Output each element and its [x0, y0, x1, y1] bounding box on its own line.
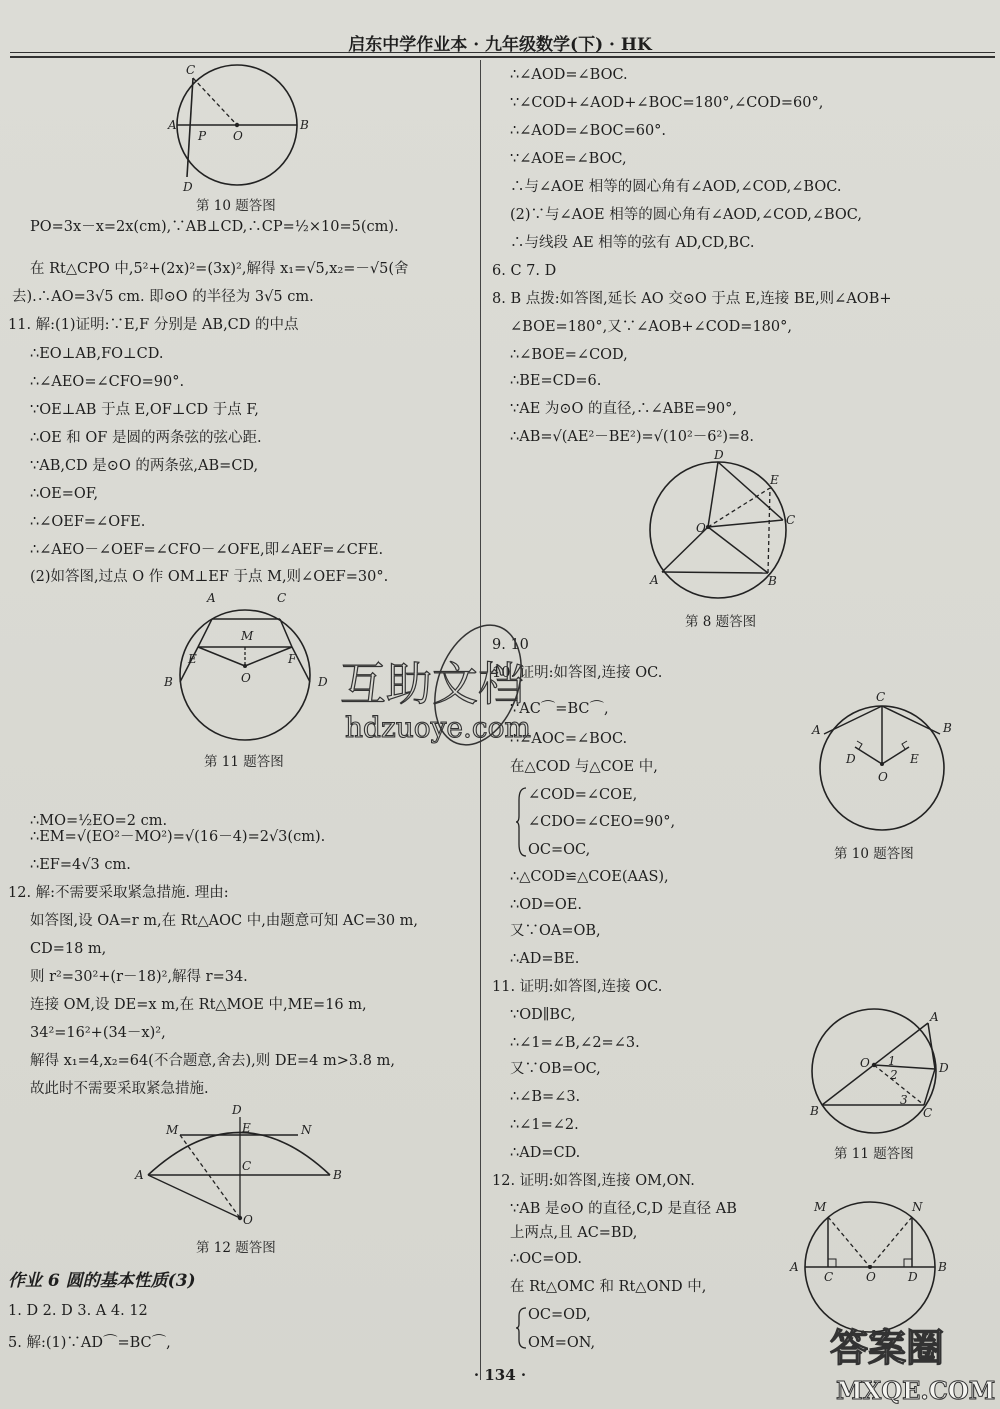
- text-line: OM=ON,: [528, 1335, 596, 1351]
- label-E: E: [770, 473, 779, 487]
- text-line: 12. 解:不需要采取紧急措施. 理由:: [8, 885, 229, 901]
- page-header: 启东中学作业本 · 九年级数学(下) · HK: [348, 35, 652, 55]
- logo-url: MXQE.COM: [836, 1376, 996, 1405]
- label-O: O: [233, 129, 243, 143]
- label-O: O: [860, 1056, 870, 1070]
- header-rule-thick: [10, 56, 995, 58]
- label-B: B: [164, 675, 173, 689]
- label-C: C: [876, 690, 886, 704]
- label-D: D: [908, 1270, 918, 1284]
- text-line: ∵AB 是⊙O 的直径,C,D 是直径 AB: [510, 1201, 737, 1217]
- text-line: ∴BE=CD=6.: [510, 373, 602, 389]
- label-N: N: [301, 1123, 312, 1137]
- text-line: ∴∠1=∠B,∠2=∠3.: [510, 1035, 640, 1051]
- label-D: D: [939, 1061, 949, 1075]
- text-line: ∴AB=√(AE²－BE²)=√(10²－6²)=8.: [510, 429, 754, 445]
- label-C: C: [277, 591, 287, 605]
- text-line: ∴∠AEO－∠OEF=∠CFO－∠OFE,即∠AEF=∠CFE.: [30, 542, 384, 558]
- text-line: ∴OD=OE.: [510, 897, 582, 913]
- label-C: C: [186, 63, 196, 77]
- logo-chars: 答案圈: [830, 1325, 945, 1370]
- text-line: ∴EM=√(EO²－MO²)=√(16－4)=2√3(cm).: [30, 829, 326, 845]
- text-line: ∴OE=OF,: [30, 486, 99, 502]
- text-line: ∴与∠AOE 相等的圆心角有∠AOD,∠COD,∠BOC.: [510, 179, 842, 195]
- label-A: A: [790, 1260, 799, 1274]
- label-C: C: [824, 1270, 834, 1284]
- text-line: ∴OC=OD.: [510, 1251, 582, 1267]
- text-line: (2)∵与∠AOE 相等的圆心角有∠AOD,∠COD,∠BOC,: [510, 207, 862, 223]
- section-title: 作业 6 圆的基本性质(3): [8, 1271, 196, 1291]
- caption-fig11-right: 第 11 题答图: [834, 1146, 914, 1162]
- label-A: A: [930, 1010, 939, 1024]
- label-3: 3: [900, 1093, 908, 1107]
- text-line: 10. 证明:如答图,连接 OC.: [492, 665, 663, 681]
- text-line: ∵AB,CD 是⊙O 的两条弦,AB=CD,: [30, 458, 259, 474]
- text-line: ∴EF=4√3 cm.: [30, 857, 131, 873]
- text-line: 在 Rt△OMC 和 Rt△OND 中,: [510, 1279, 707, 1295]
- label-M: M: [814, 1200, 827, 1214]
- text-line: ∴与线段 AE 相等的弦有 AD,CD,BC.: [510, 235, 755, 251]
- label-D: D: [318, 675, 328, 689]
- label-B: B: [768, 574, 777, 588]
- text-line: (2)如答图,过点 O 作 OM⊥EF 于点 M,则∠OEF=30°.: [30, 569, 389, 585]
- watermark: [330, 615, 590, 790]
- text-line: ∴AD=CD.: [510, 1145, 581, 1161]
- text-line: ∴∠BOE=∠COD,: [510, 347, 628, 363]
- text-line: 8. B 点拨:如答图,延长 AO 交⊙O 于点 E,连接 BE,则∠AOB+: [492, 291, 892, 307]
- brace: [516, 786, 528, 858]
- text-line: 上两点,且 AC=BD,: [510, 1225, 638, 1241]
- label-A: A: [168, 118, 177, 132]
- text-line: ∠CDO=∠CEO=90°,: [528, 814, 676, 830]
- text-line: OC=OD,: [528, 1307, 591, 1323]
- figure-12-left: [130, 1100, 350, 1230]
- text-line: ∠COD=∠COE,: [528, 787, 638, 803]
- label-F: F: [288, 652, 297, 666]
- page-number: · 134 ·: [473, 1366, 527, 1384]
- text-line: 在 Rt△CPO 中,5²+(2x)²=(3x)²,解得 x₁=√5,x₂=－√5(舍: [30, 261, 409, 277]
- text-line: ∴∠B=∠3.: [510, 1089, 581, 1105]
- figure-10-left: [150, 60, 340, 195]
- text-line: 又∵OB=OC,: [510, 1061, 601, 1077]
- text-line: 5. 解:(1)∵AD⌒=BC⌒,: [8, 1335, 171, 1351]
- text-line: 34²=16²+(34－x)²,: [30, 1025, 166, 1041]
- label-B: B: [938, 1260, 947, 1274]
- watermark-url: hdzuoye.com: [345, 711, 531, 744]
- text-line: ∴∠AOD=∠BOC.: [510, 67, 628, 83]
- label-M: M: [166, 1123, 179, 1137]
- figure-11-left: [160, 590, 340, 745]
- label-A: A: [207, 591, 216, 605]
- text-line: 解得 x₁=4,x₂=64(不合题意,舍去),则 DE=4 m>3.8 m,: [30, 1053, 395, 1069]
- header-rule: [10, 52, 995, 53]
- text-line: ∴△COD≌△COE(AAS),: [510, 869, 669, 885]
- text-line: 故此时不需要采取紧急措施.: [30, 1081, 209, 1097]
- text-line: ∵∠AOE=∠BOC,: [510, 151, 627, 167]
- text-line: ∵AE 为⊙O 的直径,∴∠ABE=90°,: [510, 401, 737, 417]
- label-B: B: [333, 1168, 342, 1182]
- text-line: CD=18 m,: [30, 941, 107, 957]
- label-O: O: [696, 521, 706, 535]
- label-M: M: [241, 629, 254, 643]
- caption-fig8-right: 第 8 题答图: [685, 614, 757, 630]
- text-line: 1. D 2. D 3. A 4. 12: [8, 1303, 148, 1319]
- figure-10-right: [810, 688, 960, 833]
- text-line: ∴∠1=∠2.: [510, 1117, 579, 1133]
- text-line: ∠BOE=180°,又∵∠AOB+∠COD=180°,: [510, 319, 792, 335]
- watermark-chars: 互助文档: [340, 657, 524, 711]
- text-line: ∵∠COD+∠AOD+∠BOC=180°,∠COD=60°,: [510, 95, 824, 111]
- label-E: E: [910, 752, 919, 766]
- label-D: D: [183, 180, 193, 194]
- label-D: D: [232, 1103, 242, 1117]
- text-line: ∴∠OEF=∠OFE.: [30, 514, 146, 530]
- text-line: 连接 OM,设 DE=x m,在 Rt△MOE 中,ME=16 m,: [30, 997, 367, 1013]
- text-line: ∴∠AOC=∠BOC.: [510, 731, 628, 747]
- text-line: ∴AD=BE.: [510, 951, 580, 967]
- text-line: ∴MO=½EO=2 cm.: [30, 813, 168, 829]
- text-line: PO=3x－x=2x(cm),∵AB⊥CD,∴CP=½×10=5(cm).: [30, 219, 399, 235]
- label-D: D: [714, 448, 724, 462]
- text-line: ∵OE⊥AB 于点 E,OF⊥CD 于点 F,: [30, 402, 259, 418]
- text-line: ∴OE 和 OF 是圆的两条弦的弦心距.: [30, 430, 262, 446]
- text-line: 在△COD 与△COE 中,: [510, 759, 658, 775]
- text-line: ∵AC⌒=BC⌒,: [510, 701, 609, 717]
- label-P: P: [198, 129, 207, 143]
- label-B: B: [943, 721, 952, 735]
- text-line: 6. C 7. D: [492, 263, 557, 279]
- text-line: 又∵OA=OB,: [510, 923, 601, 939]
- label-D: D: [846, 752, 856, 766]
- text-line: 11. 证明:如答图,连接 OC.: [492, 979, 663, 995]
- label-2: 2: [890, 1068, 898, 1082]
- label-C: C: [242, 1159, 252, 1173]
- label-1: 1: [888, 1054, 896, 1068]
- text-line: ∴EO⊥AB,FO⊥CD.: [30, 346, 164, 362]
- label-O: O: [866, 1270, 876, 1284]
- label-A: A: [812, 723, 821, 737]
- figure-11-right: [800, 1005, 960, 1135]
- logo-drawing: [830, 1325, 1000, 1405]
- figure-12-right: [788, 1195, 958, 1330]
- text-line: 去).∴AO=3√5 cm. 即⊙O 的半径为 3√5 cm.: [12, 289, 314, 305]
- text-line: 如答图,设 OA=r m,在 Rt△AOC 中,由题意可知 AC=30 m,: [30, 913, 419, 929]
- label-E: E: [188, 652, 197, 666]
- caption-fig10-left: 第 10 题答图: [196, 198, 276, 214]
- label-N: N: [912, 1200, 923, 1214]
- text-line: OC=OC,: [528, 842, 591, 858]
- label-E: E: [242, 1121, 251, 1135]
- caption-fig12-left: 第 12 题答图: [196, 1240, 276, 1256]
- text-line: 11. 解:(1)证明:∵E,F 分别是 AB,CD 的中点: [8, 317, 299, 333]
- label-A: A: [650, 573, 659, 587]
- label-C: C: [786, 513, 796, 527]
- text-line: ∴∠AEO=∠CFO=90°.: [30, 374, 185, 390]
- label-O: O: [878, 770, 888, 784]
- label-B: B: [300, 118, 309, 132]
- text-line: ∵OD∥BC,: [510, 1007, 576, 1023]
- watermark-drawing: [330, 615, 590, 790]
- label-C: C: [923, 1106, 933, 1120]
- label-O: O: [241, 671, 251, 685]
- brace: [516, 1306, 528, 1350]
- figure-8-right: [640, 450, 810, 615]
- text-line: 则 r²=30²+(r－18)²,解得 r=34.: [30, 969, 248, 985]
- text-line: 9. 10: [492, 637, 529, 653]
- caption-fig10-right: 第 10 题答图: [834, 846, 914, 862]
- text-line: ∴∠AOD=∠BOC=60°.: [510, 123, 667, 139]
- label-A: A: [135, 1168, 144, 1182]
- label-O: O: [243, 1213, 253, 1227]
- text-line: 12. 证明:如答图,连接 OM,ON.: [492, 1173, 695, 1189]
- caption-fig11-left: 第 11 题答图: [204, 754, 284, 770]
- label-B: B: [810, 1104, 819, 1118]
